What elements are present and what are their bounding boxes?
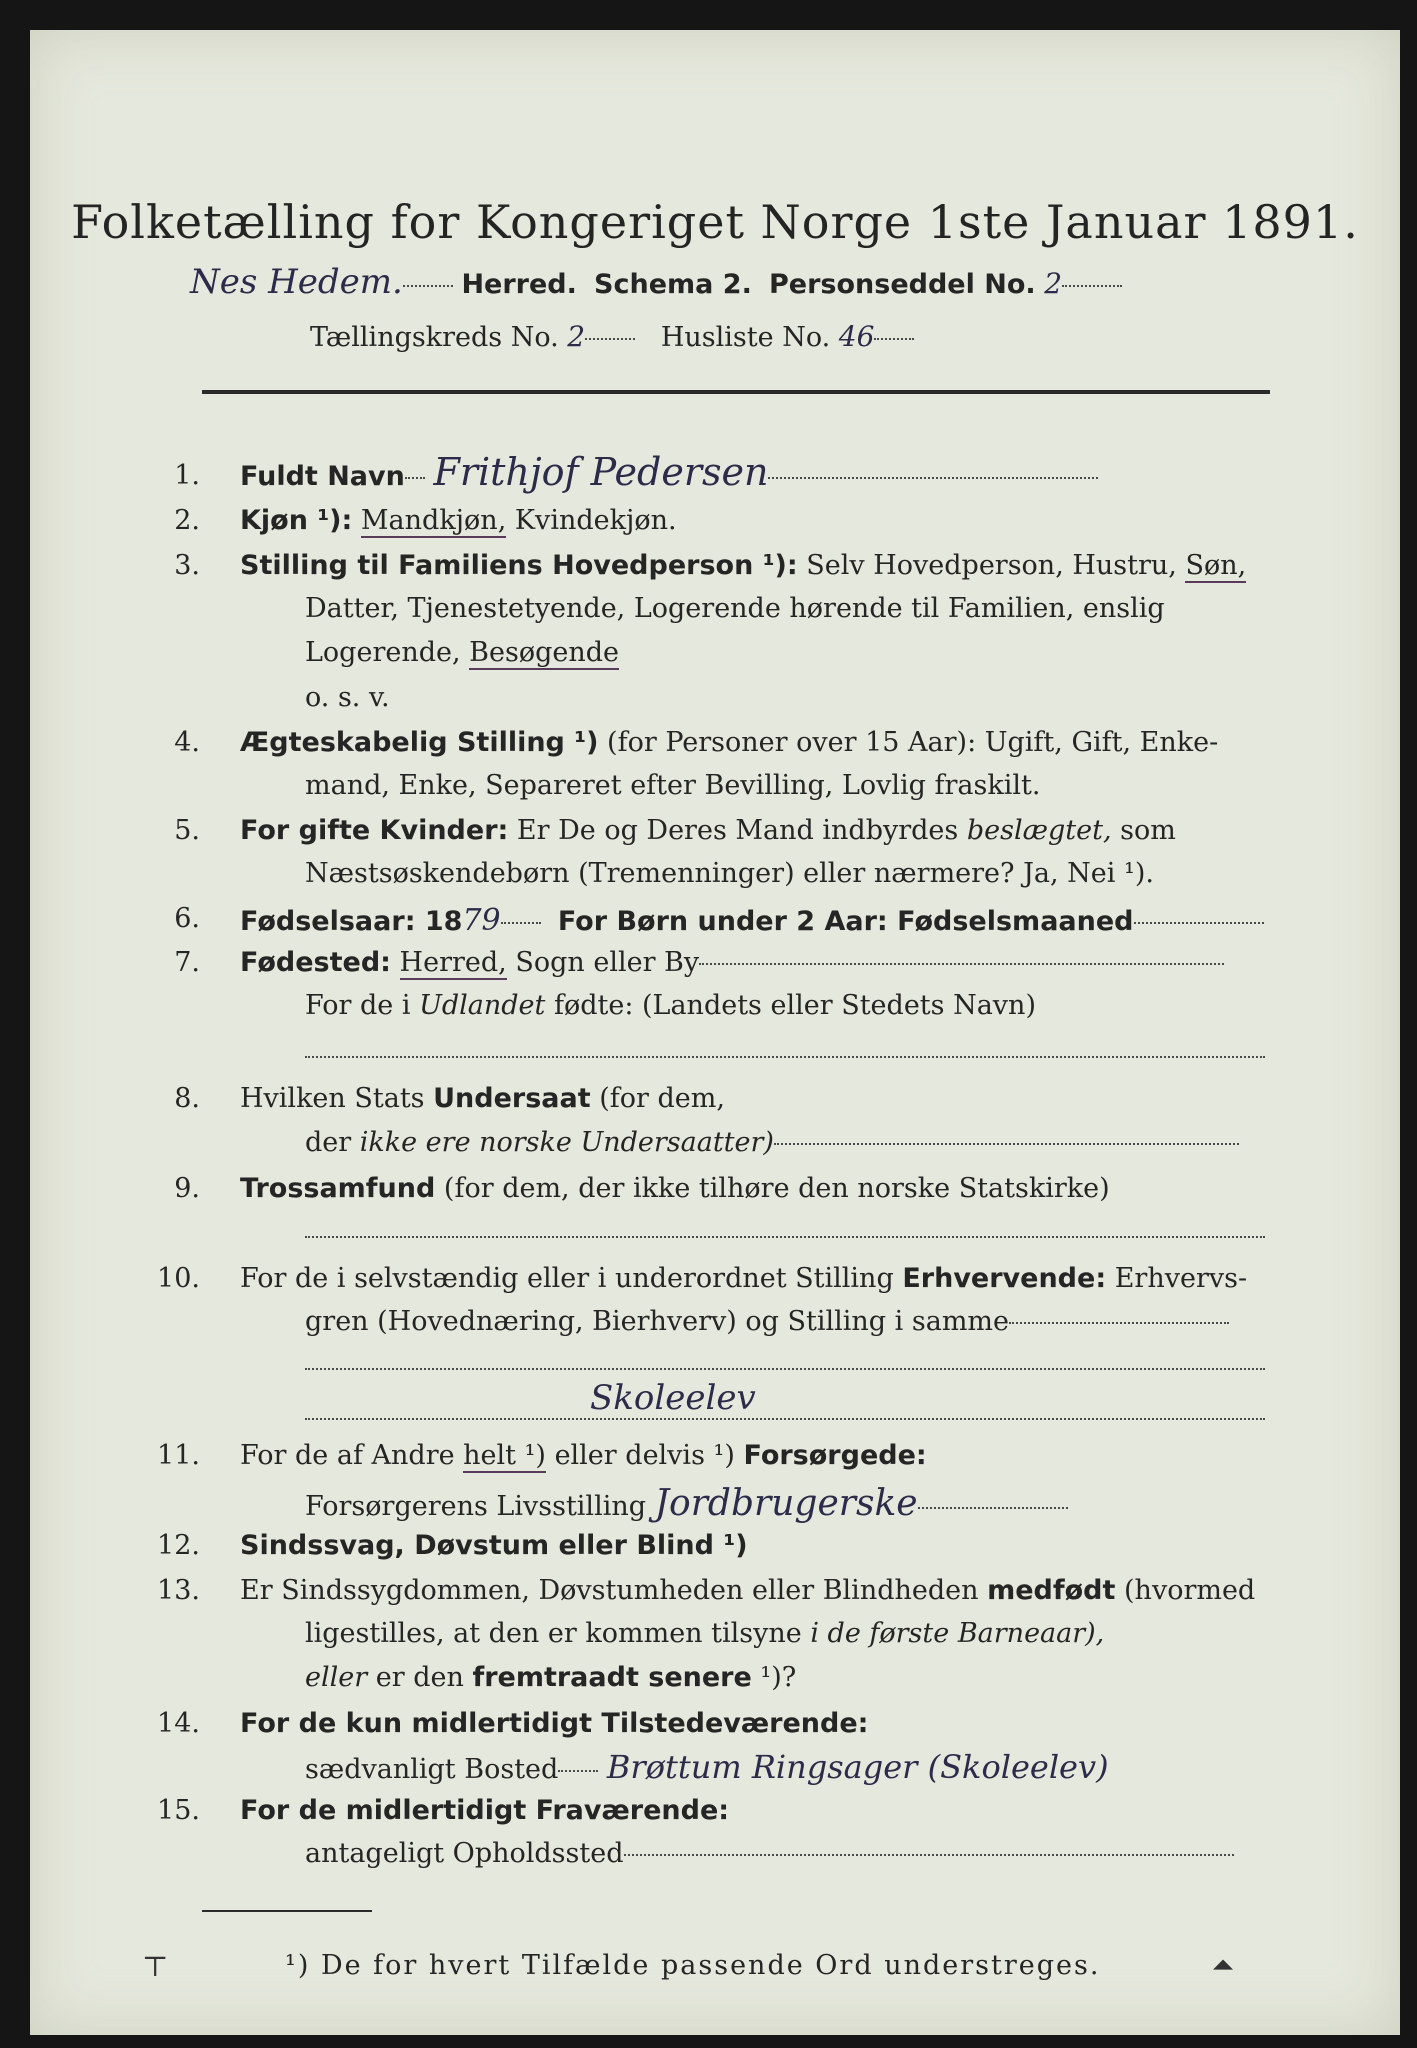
congenital-text-3: ligestilles, at den er kommen tilsyne <box>305 1618 802 1649</box>
occupation-label: Erhvervende: <box>902 1263 1107 1294</box>
item-number: 4. <box>174 727 200 758</box>
item-birth-year <box>240 903 1264 938</box>
provider-handwritten: Jordbrugerske <box>654 1483 918 1524</box>
sex-option-female: Kvindekjøn. <box>514 505 677 536</box>
personseddel-label: Personseddel No. <box>769 269 1036 300</box>
full-name-label: Fuldt Navn <box>240 461 405 492</box>
husliste-handwritten: 46 <box>838 320 875 353</box>
married-women-label: For gifte Kvinder: <box>240 815 509 846</box>
marital-status-options-2: mand, Enke, Separeret efter Bevilling, Lovlig fraskilt. <box>305 770 1041 801</box>
disability-label: Sindssvag, Døvstum eller Blind ¹) <box>240 1530 748 1561</box>
item-sex <box>240 505 677 536</box>
abroad-text-2: Udlandet <box>419 990 546 1021</box>
religion-line <box>305 1220 1265 1251</box>
family-position-options-3 <box>305 637 619 668</box>
item-birthplace <box>240 947 1224 978</box>
item-number: 15. <box>157 1795 200 1826</box>
option-besogende: Besøgende <box>469 637 620 668</box>
temporary-absent-label: For de midlertidigt Fraværende: <box>240 1795 730 1826</box>
birth-year-label: Fødselsaar: 18 <box>240 906 463 937</box>
item-temporary-present <box>240 1708 868 1739</box>
margin-mark-right: ⏶ <box>1212 1948 1235 1981</box>
form-title: Folketælling for Kongeriget Norge 1ste Januar 1891. <box>71 195 1359 249</box>
birthplace-label: Fødested: <box>240 947 391 978</box>
married-women-text: Er De og Deres Mand indbyrdes <box>516 815 959 846</box>
item-number: 13. <box>157 1575 200 1606</box>
marital-status-label: Ægteskabelig Stilling ¹) <box>240 727 599 758</box>
item-number: 12. <box>157 1530 200 1561</box>
sex-option-male: Mandkjøn, <box>360 505 507 536</box>
item-supported <box>240 1440 927 1471</box>
probable-stay-label: antageligt Opholdssted <box>305 1838 624 1869</box>
family-position-etc: o. s. v. <box>305 682 390 713</box>
full-name-handwritten: Frithjof Pedersen <box>433 450 769 494</box>
usual-residence-label: sædvanligt Bosted <box>305 1754 559 1785</box>
item-number: 8. <box>174 1083 200 1114</box>
municipality-handwritten: Nes Hedem. <box>190 262 403 302</box>
item-marital-status <box>240 727 1218 758</box>
herred-label: Herred. <box>461 269 577 300</box>
congenital-label: medfødt <box>987 1575 1116 1606</box>
congenital-line-3 <box>305 1662 796 1693</box>
congenital-text-2: (hvormed <box>1124 1575 1256 1606</box>
birth-year-handwritten: 79 <box>462 903 501 938</box>
birthplace-option-herred: Herred, <box>399 947 507 978</box>
occupation-handwritten: Skoleelev <box>590 1378 756 1418</box>
header-row-herred <box>190 262 1122 302</box>
family-position-option-son: Søn, <box>1185 550 1247 581</box>
supported-label: Forsørgede: <box>743 1440 927 1471</box>
citizenship-text-3: der <box>305 1127 352 1158</box>
occupation-text-2: Erhvervs- <box>1114 1263 1248 1294</box>
citizenship-text-1: Hvilken Stats <box>240 1083 425 1114</box>
item-number: 5. <box>174 815 200 846</box>
item-congenital <box>240 1575 1255 1606</box>
item-number: 6. <box>174 903 200 934</box>
birthplace-abroad <box>305 990 1036 1021</box>
item-number: 9. <box>174 1173 200 1204</box>
occupation-line-5 <box>305 1402 1265 1433</box>
schema-label: Schema 2. <box>594 269 752 300</box>
congenital-text-1: Er Sindssygdommen, Døvstumheden eller Blindheden <box>240 1575 979 1606</box>
temporary-absent-line-2 <box>305 1838 1234 1869</box>
birthplace-options: Sogn eller By <box>515 947 700 978</box>
provider-label: Forsørgerens Livsstilling <box>305 1491 647 1522</box>
tellingskreds-handwritten: 2 <box>567 320 586 353</box>
item-number: 3. <box>174 550 200 581</box>
married-women-text-2: Næstsøskendebørn (Tremenninger) eller nærmere? Ja, Nei ¹). <box>305 858 1154 889</box>
item-full-name <box>240 450 1098 494</box>
supported-line-2 <box>305 1483 1068 1524</box>
religion-text: (for dem, der ikke tilhøre den norske Statskirke) <box>443 1173 1110 1204</box>
married-women-related: beslægtet, <box>966 815 1112 846</box>
birth-month-label: For Børn under 2 Aar: Fødselsmaaned <box>557 906 1134 937</box>
marital-status-options-1: (for Personer over 15 Aar): Ugift, Gift, Enke- <box>607 727 1219 758</box>
congenital-line-2 <box>305 1618 1104 1649</box>
sex-label: Kjøn ¹): <box>240 505 353 536</box>
birthplace-abroad-line <box>305 1040 1265 1071</box>
abroad-text-3: fødte: (Landets eller Stedets Navn) <box>553 990 1036 1021</box>
footnote: ¹) De for hvert Tilfælde passende Ord understreges. <box>285 1950 1101 1981</box>
occupation-text-1: For de i selvstændig eller i underordnet Stilling <box>240 1263 894 1294</box>
abroad-text-1: For de i <box>305 990 411 1021</box>
item-occupation <box>240 1263 1247 1294</box>
congenital-text-5: eller <box>305 1662 368 1693</box>
item-number: 14. <box>157 1708 200 1739</box>
congenital-text-6: er den <box>375 1662 464 1693</box>
husliste-label: Husliste No. <box>660 322 831 353</box>
supported-text-1: For de af Andre <box>240 1440 455 1471</box>
item-citizenship <box>240 1083 725 1114</box>
temporary-present-label: For de kun midlertidigt Tilstedeværende: <box>240 1708 869 1739</box>
census-form-page <box>30 30 1400 2035</box>
tellingskreds-label: Tællingskreds No. <box>310 322 559 353</box>
margin-mark-left: ⊤ <box>142 1950 169 1983</box>
item-number: 11. <box>157 1440 200 1471</box>
header-divider <box>202 390 1270 394</box>
usual-residence-handwritten: Brøttum Ringsager (Skoleelev) <box>606 1748 1109 1786</box>
temporary-present-line-2 <box>305 1748 1109 1786</box>
married-women-som: som <box>1120 815 1176 846</box>
congenital-text-7: ¹)? <box>760 1662 797 1693</box>
congenital-text-4: i de første Barneaar), <box>810 1618 1105 1649</box>
family-position-label: Stilling til Familiens Hovedperson ¹): <box>240 550 798 581</box>
item-married-women <box>240 815 1176 846</box>
occupation-line-3 <box>305 1352 1265 1383</box>
footnote-divider <box>202 1910 372 1912</box>
item-family-position <box>240 550 1246 581</box>
religion-label: Trossamfund <box>240 1173 436 1204</box>
occupation-text-3: gren (Hovednæring, Bierhverv) og Stilling i samme <box>305 1306 1010 1337</box>
option-logerende: Logerende, <box>305 637 461 668</box>
item-number: 7. <box>174 947 200 978</box>
header-row-tellingskreds <box>310 320 914 353</box>
citizenship-line-2 <box>305 1127 1239 1158</box>
family-position-options-2: Datter, Tjenestetyende, Logerende hørende til Familien, enslig <box>305 593 1165 624</box>
citizenship-text-4: ikke ere norske Undersaatter) <box>359 1127 774 1158</box>
item-number: 1. <box>174 460 200 491</box>
item-religion <box>240 1173 1110 1204</box>
item-disability <box>240 1530 748 1561</box>
item-number: 10. <box>157 1263 200 1294</box>
item-number: 2. <box>174 505 200 536</box>
supported-text-2: eller delvis ¹) <box>554 1440 735 1471</box>
family-position-options-1: Selv Hovedperson, Hustru, <box>806 550 1177 581</box>
personseddel-handwritten: 2 <box>1044 267 1063 300</box>
congenital-later-label: fremtraadt senere <box>472 1662 752 1693</box>
occupation-line-2 <box>305 1306 1229 1337</box>
supported-option-helt: helt ¹) <box>463 1440 546 1471</box>
citizenship-label: Undersaat <box>433 1083 591 1114</box>
citizenship-text-2: (for dem, <box>599 1083 725 1114</box>
item-temporary-absent <box>240 1795 729 1826</box>
